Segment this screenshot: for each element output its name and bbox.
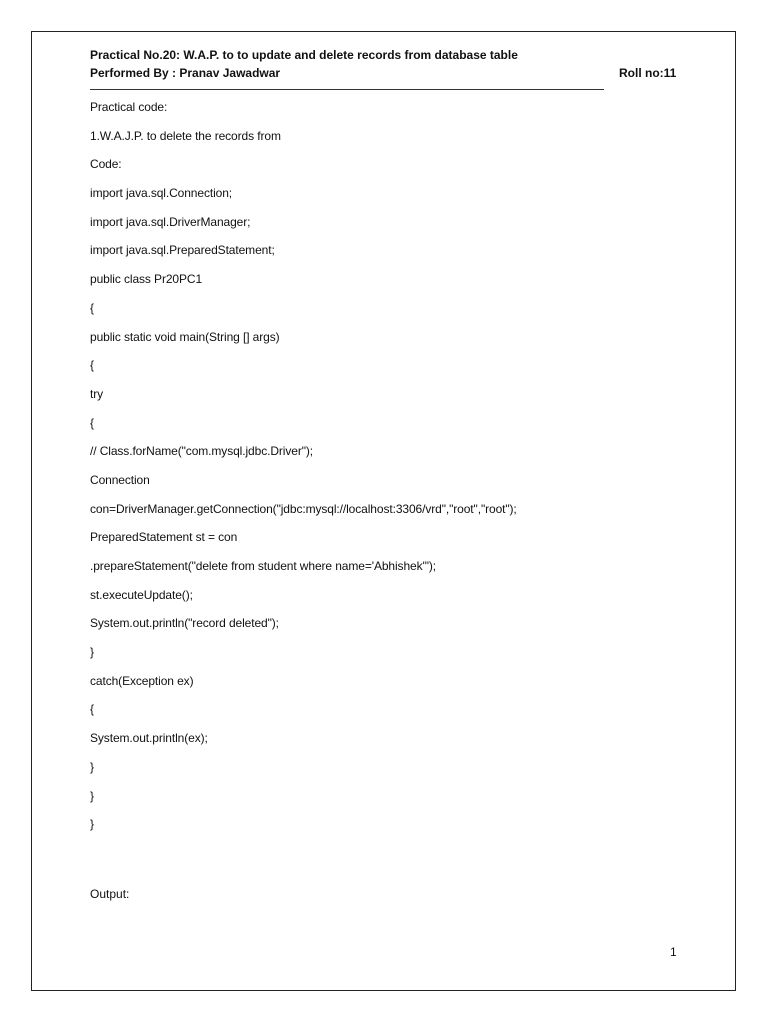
code-line: st.executeUpdate(); bbox=[90, 587, 193, 602]
code-line: public static void main(String [] args) bbox=[90, 329, 280, 344]
code-listing bbox=[90, 99, 517, 845]
roll-number: Roll no:11 bbox=[619, 66, 677, 80]
section-label-code: Code: bbox=[90, 157, 122, 172]
code-line: import java.sql.PreparedStatement; bbox=[90, 243, 275, 258]
code-line: System.out.println("record deleted"); bbox=[90, 616, 279, 631]
code-line: Connection bbox=[90, 472, 150, 487]
code-line: .prepareStatement("delete from student where name='Abhishek'"); bbox=[90, 559, 436, 573]
page-number: 1 bbox=[670, 945, 677, 959]
page-title: Practical No.20: W.A.P. to to update and delete records from database table bbox=[90, 48, 518, 62]
code-line: { bbox=[90, 702, 94, 717]
code-line: // Class.forName("com.mysql.jdbc.Driver"); bbox=[90, 444, 314, 459]
performer-name: Performed By : Pranav Jawadwar bbox=[90, 66, 281, 80]
code-line: { bbox=[90, 415, 94, 430]
code-line: PreparedStatement st = con bbox=[90, 530, 238, 545]
code-line: } bbox=[90, 645, 94, 660]
code-line: public class Pr20PC1 bbox=[90, 272, 203, 287]
code-line: catch(Exception ex) bbox=[90, 673, 194, 688]
code-line: import java.sql.Connection; bbox=[90, 186, 233, 201]
code-line: import java.sql.DriverManager; bbox=[90, 214, 251, 229]
code-line: } bbox=[90, 788, 94, 803]
section-label-practical-code: Practical code: bbox=[90, 100, 168, 114]
code-line: { bbox=[90, 358, 94, 373]
code-line: con=DriverManager.getConnection("jdbc:mysql://localhost:3306/vrd","root","root"); bbox=[90, 501, 517, 516]
code-line: } bbox=[90, 759, 94, 774]
code-line: try bbox=[90, 386, 104, 401]
task-description: 1.W.A.J.P. to delete the records from bbox=[90, 128, 281, 143]
code-line: System.out.println(ex); bbox=[90, 731, 208, 746]
header-divider bbox=[90, 89, 604, 90]
section-label-output: Output: bbox=[90, 887, 130, 901]
code-line: } bbox=[90, 817, 94, 832]
code-line: { bbox=[90, 300, 94, 315]
